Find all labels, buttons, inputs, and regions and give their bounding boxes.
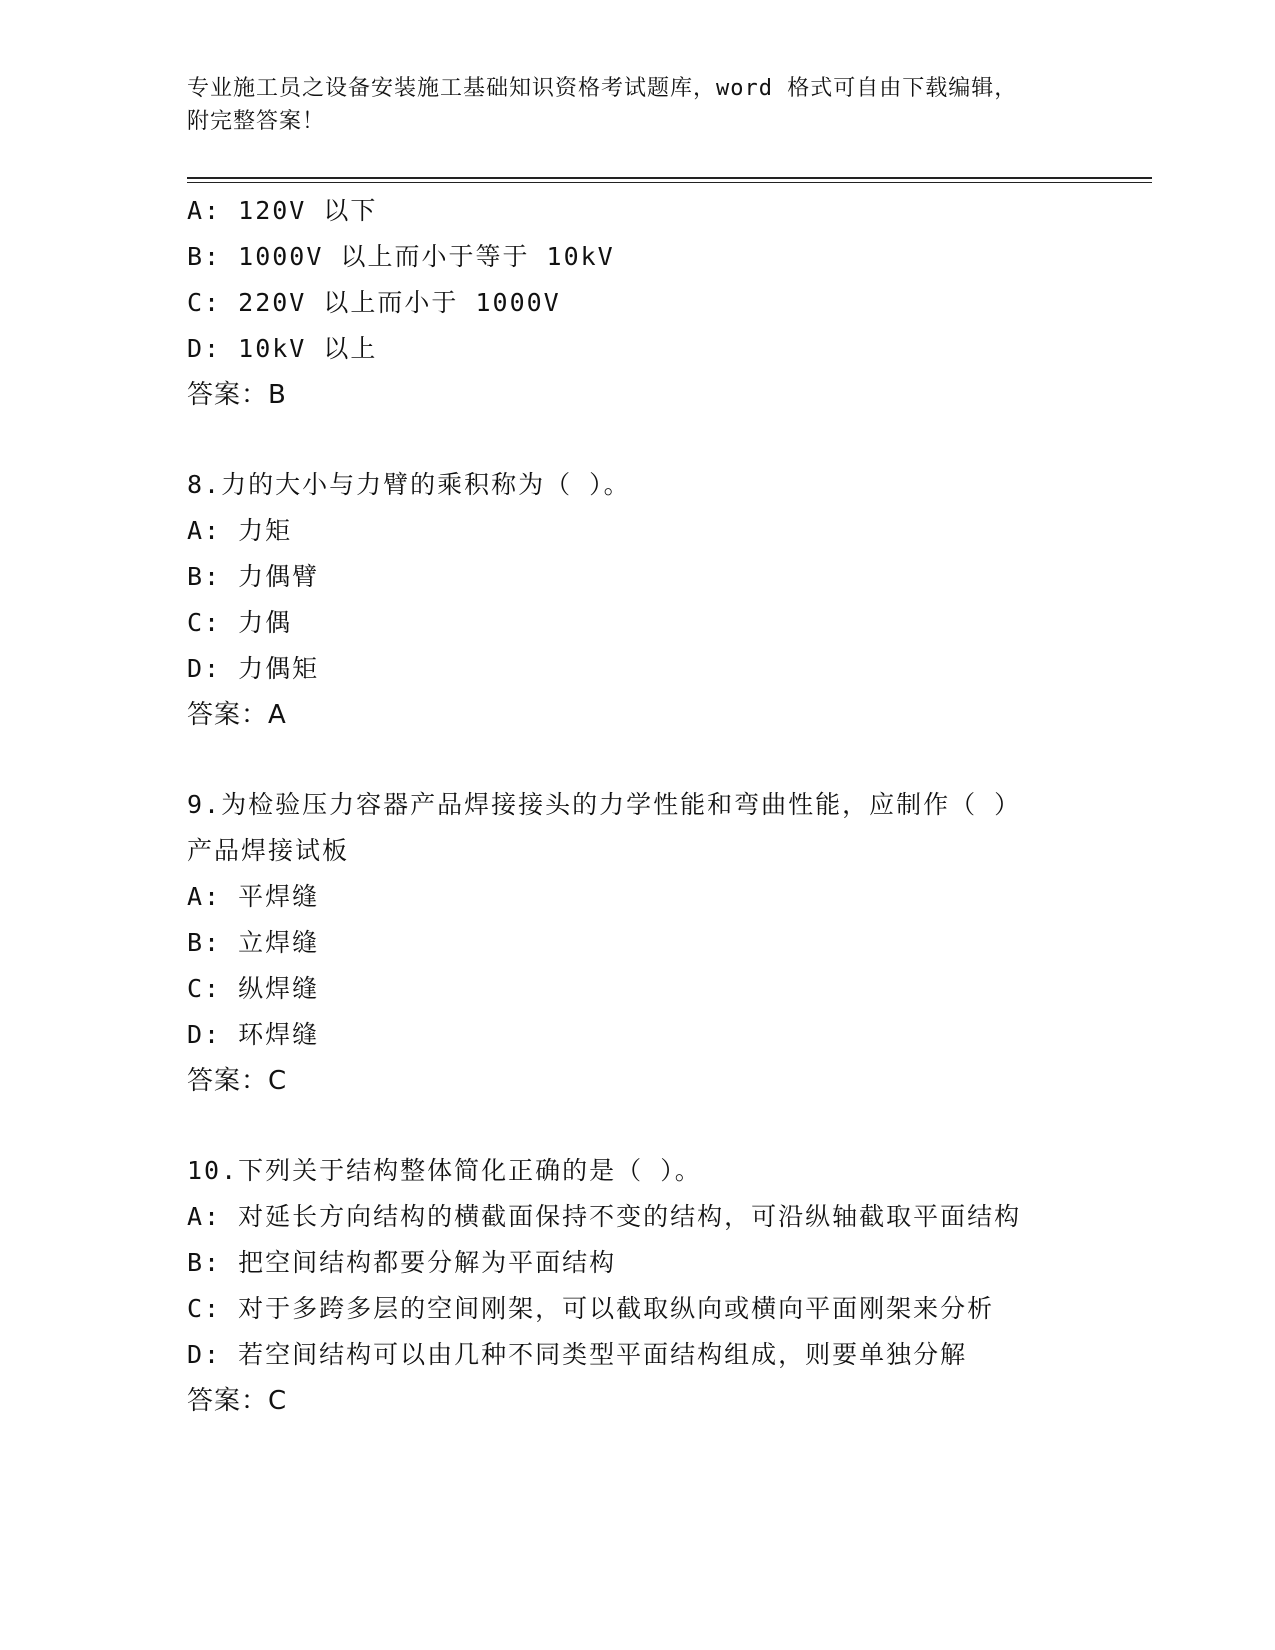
spacer: [187, 738, 1152, 782]
option-c: C: 220V 以上而小于 1000V: [187, 288, 561, 317]
option-d: D: 10kV 以上: [187, 334, 378, 363]
option-a: A: 120V 以下: [187, 196, 378, 225]
answer: 答案：C: [187, 1386, 288, 1416]
option-a: A: 力矩: [187, 516, 293, 545]
option-b: B: 立焊缝: [187, 928, 320, 957]
spacer: [187, 418, 1152, 462]
question-stem: 9.为检验压力容器产品焊接接头的力学性能和弯曲性能，应制作（ ）: [187, 790, 1022, 819]
header-divider: [187, 177, 1152, 183]
option-b: B: 力偶臂: [187, 562, 320, 591]
answer: 答案：A: [187, 700, 287, 730]
option-d: D: 环焊缝: [187, 1020, 320, 1049]
option-a: A: 平焊缝: [187, 882, 320, 911]
question-7: [187, 188, 1152, 418]
option-c: C: 对于多跨多层的空间刚架，可以截取纵向或横向平面刚架来分析: [187, 1294, 995, 1323]
option-c: C: 力偶: [187, 608, 293, 637]
question-10: [187, 1148, 1152, 1424]
question-stem: 8.力的大小与力臂的乘积称为（ ）。: [187, 470, 631, 499]
spacer: [187, 1104, 1152, 1148]
header-line-1: 专业施工员之设备安装施工基础知识资格考试题库，word 格式可自由下载编辑，: [187, 76, 1018, 101]
option-b: B: 把空间结构都要分解为平面结构: [187, 1248, 617, 1277]
answer: 答案：C: [187, 1066, 288, 1096]
option-d: D: 若空间结构可以由几种不同类型平面结构组成，则要单独分解: [187, 1340, 968, 1369]
question-stem: 10.下列关于结构整体简化正确的是（ ）。: [187, 1156, 702, 1185]
question-8: [187, 462, 1152, 738]
option-b: B: 1000V 以上而小于等于 10kV: [187, 242, 615, 271]
question-list: [187, 188, 1152, 1424]
header-line-2: 附完整答案！: [187, 109, 326, 134]
option-a: A: 对延长方向结构的横截面保持不变的结构，可沿纵轴截取平面结构: [187, 1202, 1022, 1231]
answer: 答案：B: [187, 380, 287, 410]
option-d: D: 力偶矩: [187, 654, 320, 683]
document-header: [187, 72, 1067, 138]
question-9: [187, 782, 1152, 1104]
option-c: C: 纵焊缝: [187, 974, 320, 1003]
question-stem-continued: 产品焊接试板: [187, 836, 350, 865]
